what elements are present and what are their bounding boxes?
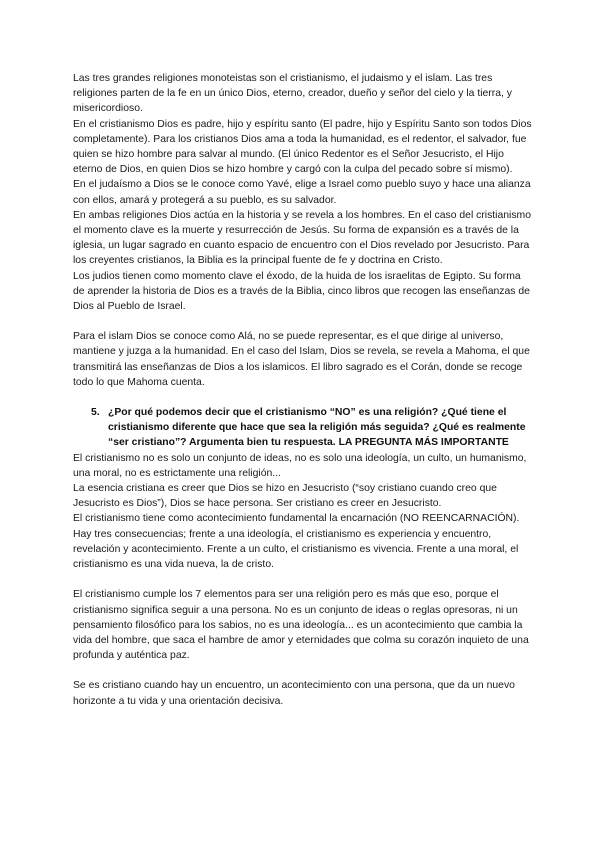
question-5 — [91, 405, 533, 451]
question-text: ¿Por qué podemos decir que el cristianismo “NO” es una religión? ¿Qué tiene el cristianismo diferente que hace que sea la religión más seguida? ¿Qué es realmente “ser cristiano”? Argumenta bien tu respuesta. LA PREGUNTA MÁS IMPORTANTE — [108, 407, 526, 449]
paragraph-being-christian: Se es cristiano cuando hay un encuentro, un acontecimiento con una persona, que da un nuevo horizonte a tu vida y una orientación decisiva. — [73, 680, 515, 707]
paragraph-islam: Para el islam Dios se conoce como Alá, no se puede representar, es el que dirige al universo, mantiene y juzga a la humanidad. En el caso del Islam, Dios se revela, se revela a Mahoma, el que transmitirá las enseñanzas de Dios a los islamicos. El libro sagrado es el Corán, donde se recoge todo lo que Mahoma cuenta. — [73, 331, 530, 388]
document-page — [73, 71, 533, 709]
paragraph-essence: La esencia cristiana es creer que Dios se hizo en Jesucristo (“soy cristiano cuando creo que Jesucristo es Dios”), Dios se hace persona. Ser cristiano es creer en Jesucristo. — [73, 483, 497, 510]
paragraph-revelation: En ambas religiones Dios actúa en la historia y se revela a los hombres. En el caso del cristianismo el momento clave es la muerte y resurrección de Jesús. Su forma de expansión es a través de la iglesia, un lugar sagrado en cuanto espacio de encuentro con el Dios revelado por Jesucristo. Para los creyentes cristianos, la Biblia es la principal fuente de fe y doctrina en Cristo. — [73, 209, 531, 267]
paragraph-gap — [73, 390, 533, 405]
paragraph-seven-elements: El cristianismo cumple los 7 elementos para ser una religión pero es más que eso, porque el cristianismo significa seguir a una persona. No es un conjunto de ideas o reglas opresoras, ni un pensamiento filosófico para los sabios, no es una ideología... es un acontecimiento que cambia la vida del hombre, que saca el hambre de amor y eternidades que colma su corazón inquieto de una profunda y auténtica paz. — [73, 589, 529, 662]
paragraph-gap — [73, 572, 533, 587]
paragraph-gap — [73, 663, 533, 678]
paragraph-judaism: En el judaísmo a Dios se le conoce como Yavé, elige a Israel como pueblo suyo y hace una alianza con ellos, amará y protegerá a su pueblo, es su salvador. — [73, 179, 531, 206]
paragraph-gap — [73, 314, 533, 329]
paragraph-incarnation: El cristianismo tiene como acontecimiento fundamental la encarnación (NO REENCARNACIÓN). — [73, 513, 520, 525]
paragraph-christianity: En el cristianismo Dios es padre, hijo y espíritu santo (El padre, hijo y Espíritu Santo son todos Dios completamente). Para los cristianos Dios ama a toda la humanidad, es el redentor, el salvador, fue quien se hizo hombre para salvar al mundo. (El único Redentor es el Señor Jesucristo, el Hijo eterno de Dios, en quien Dios se hizo hombre y cargó con la culpa del pecado sobre sí mismo). — [73, 118, 532, 176]
paragraph-intro: Las tres grandes religiones monoteistas son el cristianismo, el judaismo y el islam. Las tres religiones parten de la fe en un único Dios, eterno, creador, dueño y señor del cielo y la tierra, y misericordioso. — [73, 73, 512, 115]
paragraph-jews: Los judios tienen como momento clave el éxodo, de la huida de los israelitas de Egipto. Su forma de aprender la historia de Dios es a través de la Biblia, cinco libros que recogen las enseñanzas de Dios al Pueblo de Israel. — [73, 270, 530, 313]
paragraph-not-only-ideas: El cristianismo no es solo un conjunto de ideas, no es solo una ideología, un culto, un humanismo, una moral, no es estrictamente una religión... — [73, 452, 527, 479]
question-number: 5. — [91, 407, 100, 419]
paragraph-consequences: Hay tres consecuencias; frente a una ideología, el cristianismo es experiencia y encuentro, revelación y acontecimiento. Frente a un culto, el cristianismo es vivencia. Frente a una moral, el cristianismo es una vida nueva, la de cristo. — [73, 528, 519, 571]
